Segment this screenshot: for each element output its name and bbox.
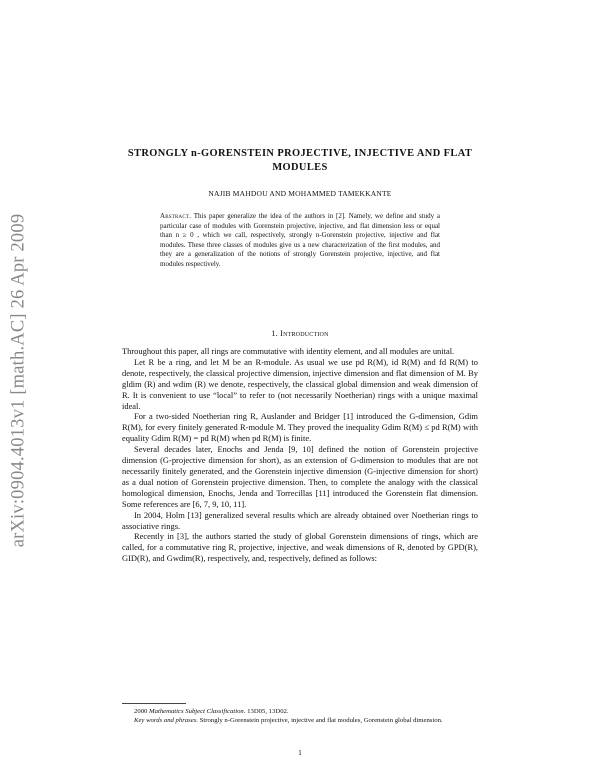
page-number: 1 <box>298 748 302 757</box>
paragraph: Let R be a ring, and let M be an R-module. As usual we use pd R(M), id R(M) and fd R(M) to denote, respectively, the classical projective dimension, injective dimension and flat dimension of M. By gldim (R) and wdim (R) we denote, respectively, the classical global dimension and weak dimension of R. It is convenient to use “local” to refer to (not necessarily Noetherian) rings with a unique maximal ideal. <box>122 356 478 411</box>
msc-year: 2000 <box>134 708 148 715</box>
abstract <box>160 212 440 270</box>
body-text <box>122 346 478 564</box>
footnote-msc <box>122 708 478 717</box>
footnote-divider <box>122 703 186 704</box>
msc-codes: 13D05, 13D02. <box>247 708 289 715</box>
keywords-label: Key words and phrases. <box>134 716 199 724</box>
footnotes <box>122 708 478 726</box>
arxiv-identifier-stamp <box>2 145 36 615</box>
section-title: Introduction <box>280 329 329 338</box>
abstract-text: This paper generalize the idea of the authors in [2]. Namely, we define and study a particular case of modules with Gorenstein projective, injective, and flat dimension less or equal than n ≥ 0 , which we call, respectively, strongly n-Gorenstein projective, injective and flat modules. These three classes of modules give us a new characterization of the first modules, and they are a generalization of the notions of strongly Gorenstein projective, injective, and flat modules respectively. <box>160 212 440 268</box>
footnote-keywords <box>122 717 478 726</box>
section-heading <box>122 329 478 338</box>
paper-title: STRONGLY n-GORENSTEIN PROJECTIVE, INJECTIVE AND FLAT MODULES <box>127 148 473 173</box>
msc-label: Mathematics Subject Classification. <box>149 708 246 715</box>
section-number: 1. <box>271 329 278 338</box>
keywords-text: Strongly n-Gorenstein projective, injective and flat modules, Gorenstein global dimension. <box>199 716 443 724</box>
paragraph: Throughout this paper, all rings are commutative with identity element, and all modules are unital. <box>122 346 455 356</box>
paragraph: Recently in [3], the authors started the study of global Gorenstein dimensions of rings, which are called, for a commutative ring R, projective, injective, and weak dimensions of R, denoted by GPD(R), GID(R), and Gwdim(R), respectively, and, respectively, defined as follows: <box>122 531 478 564</box>
abstract-label: Abstract. <box>160 212 192 220</box>
arxiv-identifier-text: arXiv:0904.4013v1 [math.AC] 26 Apr 2009 <box>8 213 29 547</box>
paragraph: In 2004, Holm [13] generalized several results which are already obtained over Noetherian rings to associative rings. <box>122 509 478 531</box>
paragraph: For a two-sided Noetherian ring R, Auslander and Bridger [1] introduced the G-dimension, Gdim R(M), for every finitely generated R-module M. They proved the inequality Gdim R(M) ≤ pd R(M) with equality Gdim R(M) = pd R(M) when pd R(M) is finite. <box>122 411 478 444</box>
paper-authors: NAJIB MAHDOU AND MOHAMMED TAMEKKANTE <box>208 189 392 198</box>
paragraph: Several decades later, Enochs and Jenda [9, 10] defined the notion of Gorenstein projective dimension (G-projective dimension for short), as an extension of G-dimension to modules that are not necessarily finitely generated, and the Gorenstein injective dimension (G-injective dimension for short) as a dual notion of Gorenstein projective dimension. Then, to complete the analogy with the classical homological dimension, Enochs, Jenda and Torrecillas [11] introduced the Gorenstein flat dimension. Some references are [6, 7, 9, 10, 11]. <box>122 444 478 509</box>
